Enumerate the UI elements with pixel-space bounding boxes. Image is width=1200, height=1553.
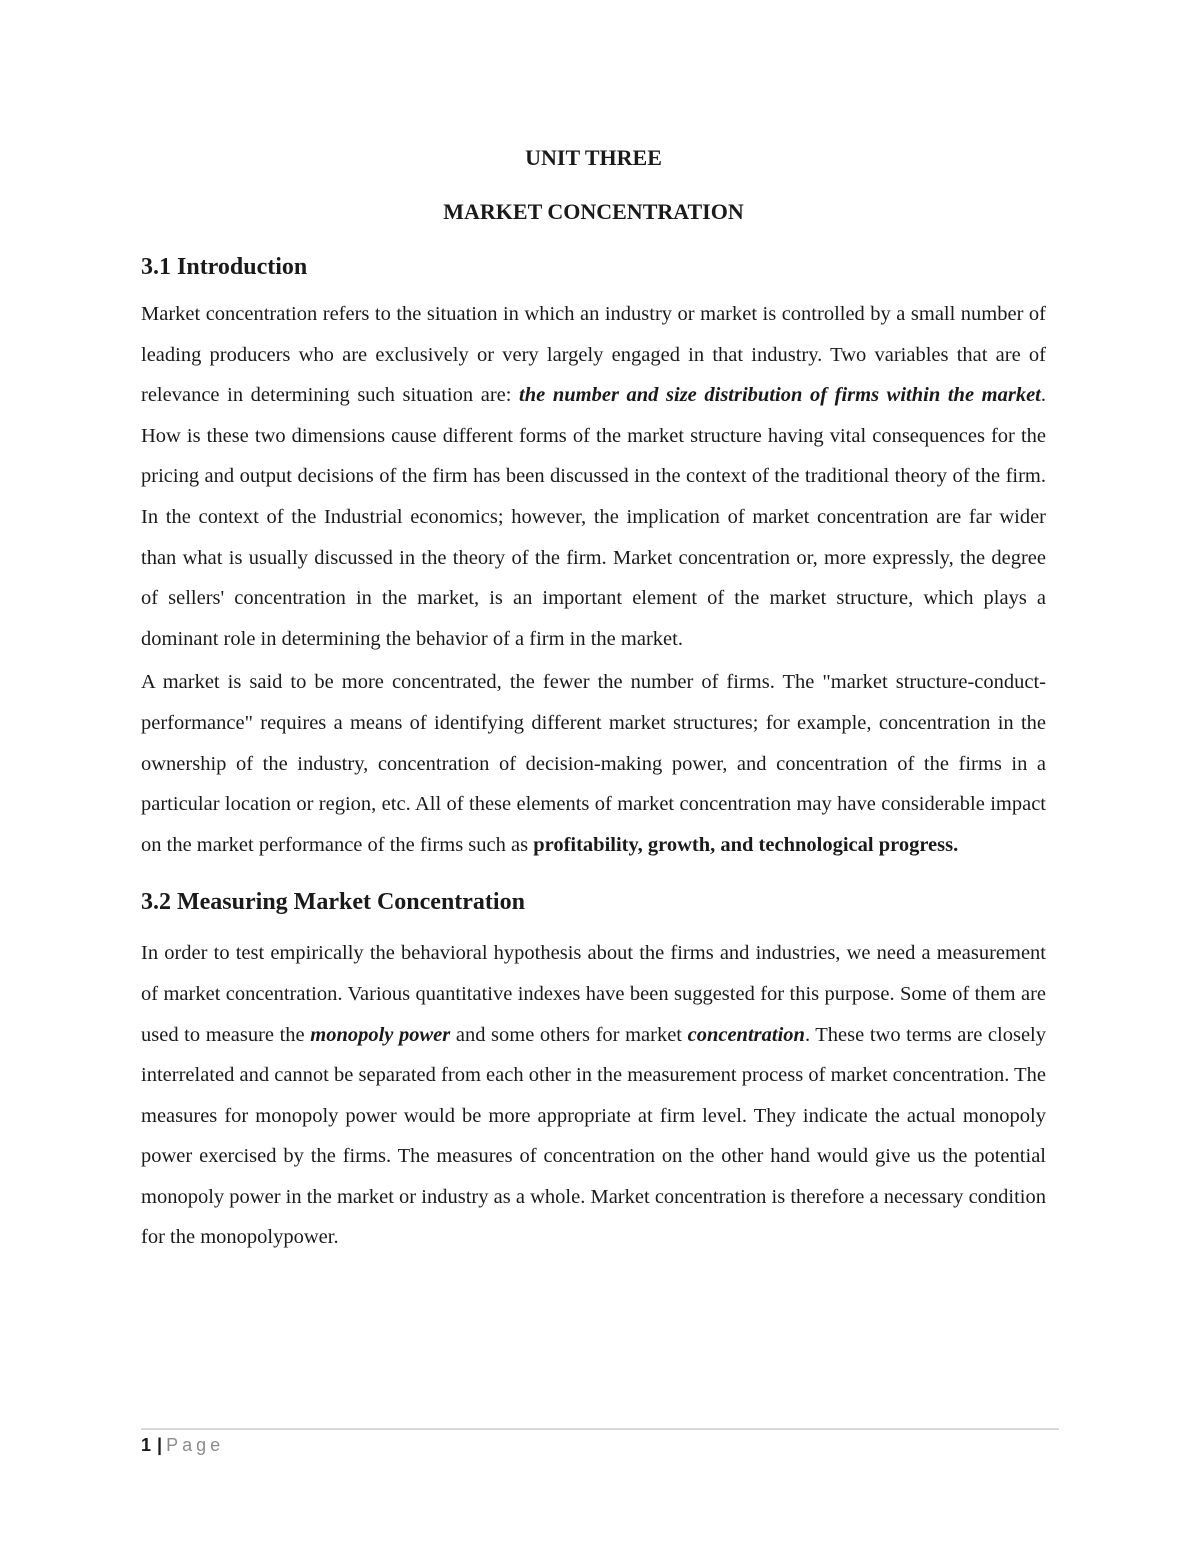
- emphasis-monopoly-power: monopoly power: [310, 1023, 451, 1046]
- section-heading-introduction: 3.1 Introduction: [141, 254, 308, 280]
- emphasis-concentration: concentration: [687, 1023, 805, 1046]
- text-run: and some others for market: [450, 1023, 688, 1046]
- section-heading-measuring: 3.2 Measuring Market Concentration: [141, 889, 525, 916]
- text-run: . These two terms are closely interrelated and cannot be separated from each other in the measurement process of market concentration. The measures for monopoly power would be more appropriate at firm level. They indicate the actual monopoly power exercised by the firms. The measures of concentration on the other hand would give us the potential monopoly power in the market or industry as a whole. Market concentration is therefore a necessary condition for the monopolypower.: [141, 1023, 1046, 1249]
- paragraph-introduction-2: [141, 662, 1046, 865]
- footer-separator: |: [157, 1435, 163, 1455]
- footer-divider: [141, 1428, 1059, 1430]
- page-label: Page: [166, 1435, 225, 1455]
- text-run: A market is said to be more concentrated, the fewer the number of firms. The "market structure-conduct-performance" requires a means of identifying different market structures; for example, concentration in the ownership of the industry, concentration of decision-making power, and concentration of the firms in a particular location or region, etc. All of these elements of market concentration may have considerable impact on the market performance of the firms such as: [141, 671, 1046, 856]
- page-content: [141, 138, 1046, 1258]
- paragraph-introduction-1: [141, 294, 1046, 659]
- emphasis-profitability: profitability, growth, and technological progress.: [533, 833, 959, 856]
- text-run: . How is these two dimensions cause different forms of the market structure having vital consequences for the pricing and output decisions of the firm has been discussed in the context of the traditional theory of the firm. In the context of the Industrial economics; however, the implication of market concentration are far wider than what is usually discussed in the theory of the firm. Market concentration or, more expressly, the degree of sellers' concentration in the market, is an important element of the market structure, which plays a dominant role in determining the behavior of a firm in the market.: [141, 384, 1046, 650]
- emphasis-number-and-size: the number and size distribution of firms within the market: [519, 384, 1041, 407]
- text-run: Market concentration refers to the situation in which an industry or market is controlled by a small number of leading producers who are exclusively or very largely engaged in that industry. Two variables that are of relevance in determining such situation are:: [141, 303, 1046, 407]
- text-run: In order to test empirically the behavioral hypothesis about the firms and industries, we need a measurement of market concentration. Various quantitative indexes have been suggested for this purpose. Some of them are used to measure the: [141, 942, 1046, 1046]
- page-number: 1: [141, 1435, 152, 1455]
- page-footer: [141, 1432, 224, 1458]
- paragraph-measuring-1: [141, 933, 1046, 1258]
- main-title: MARKET CONCENTRATION: [443, 199, 744, 224]
- unit-title: UNIT THREE: [525, 145, 662, 170]
